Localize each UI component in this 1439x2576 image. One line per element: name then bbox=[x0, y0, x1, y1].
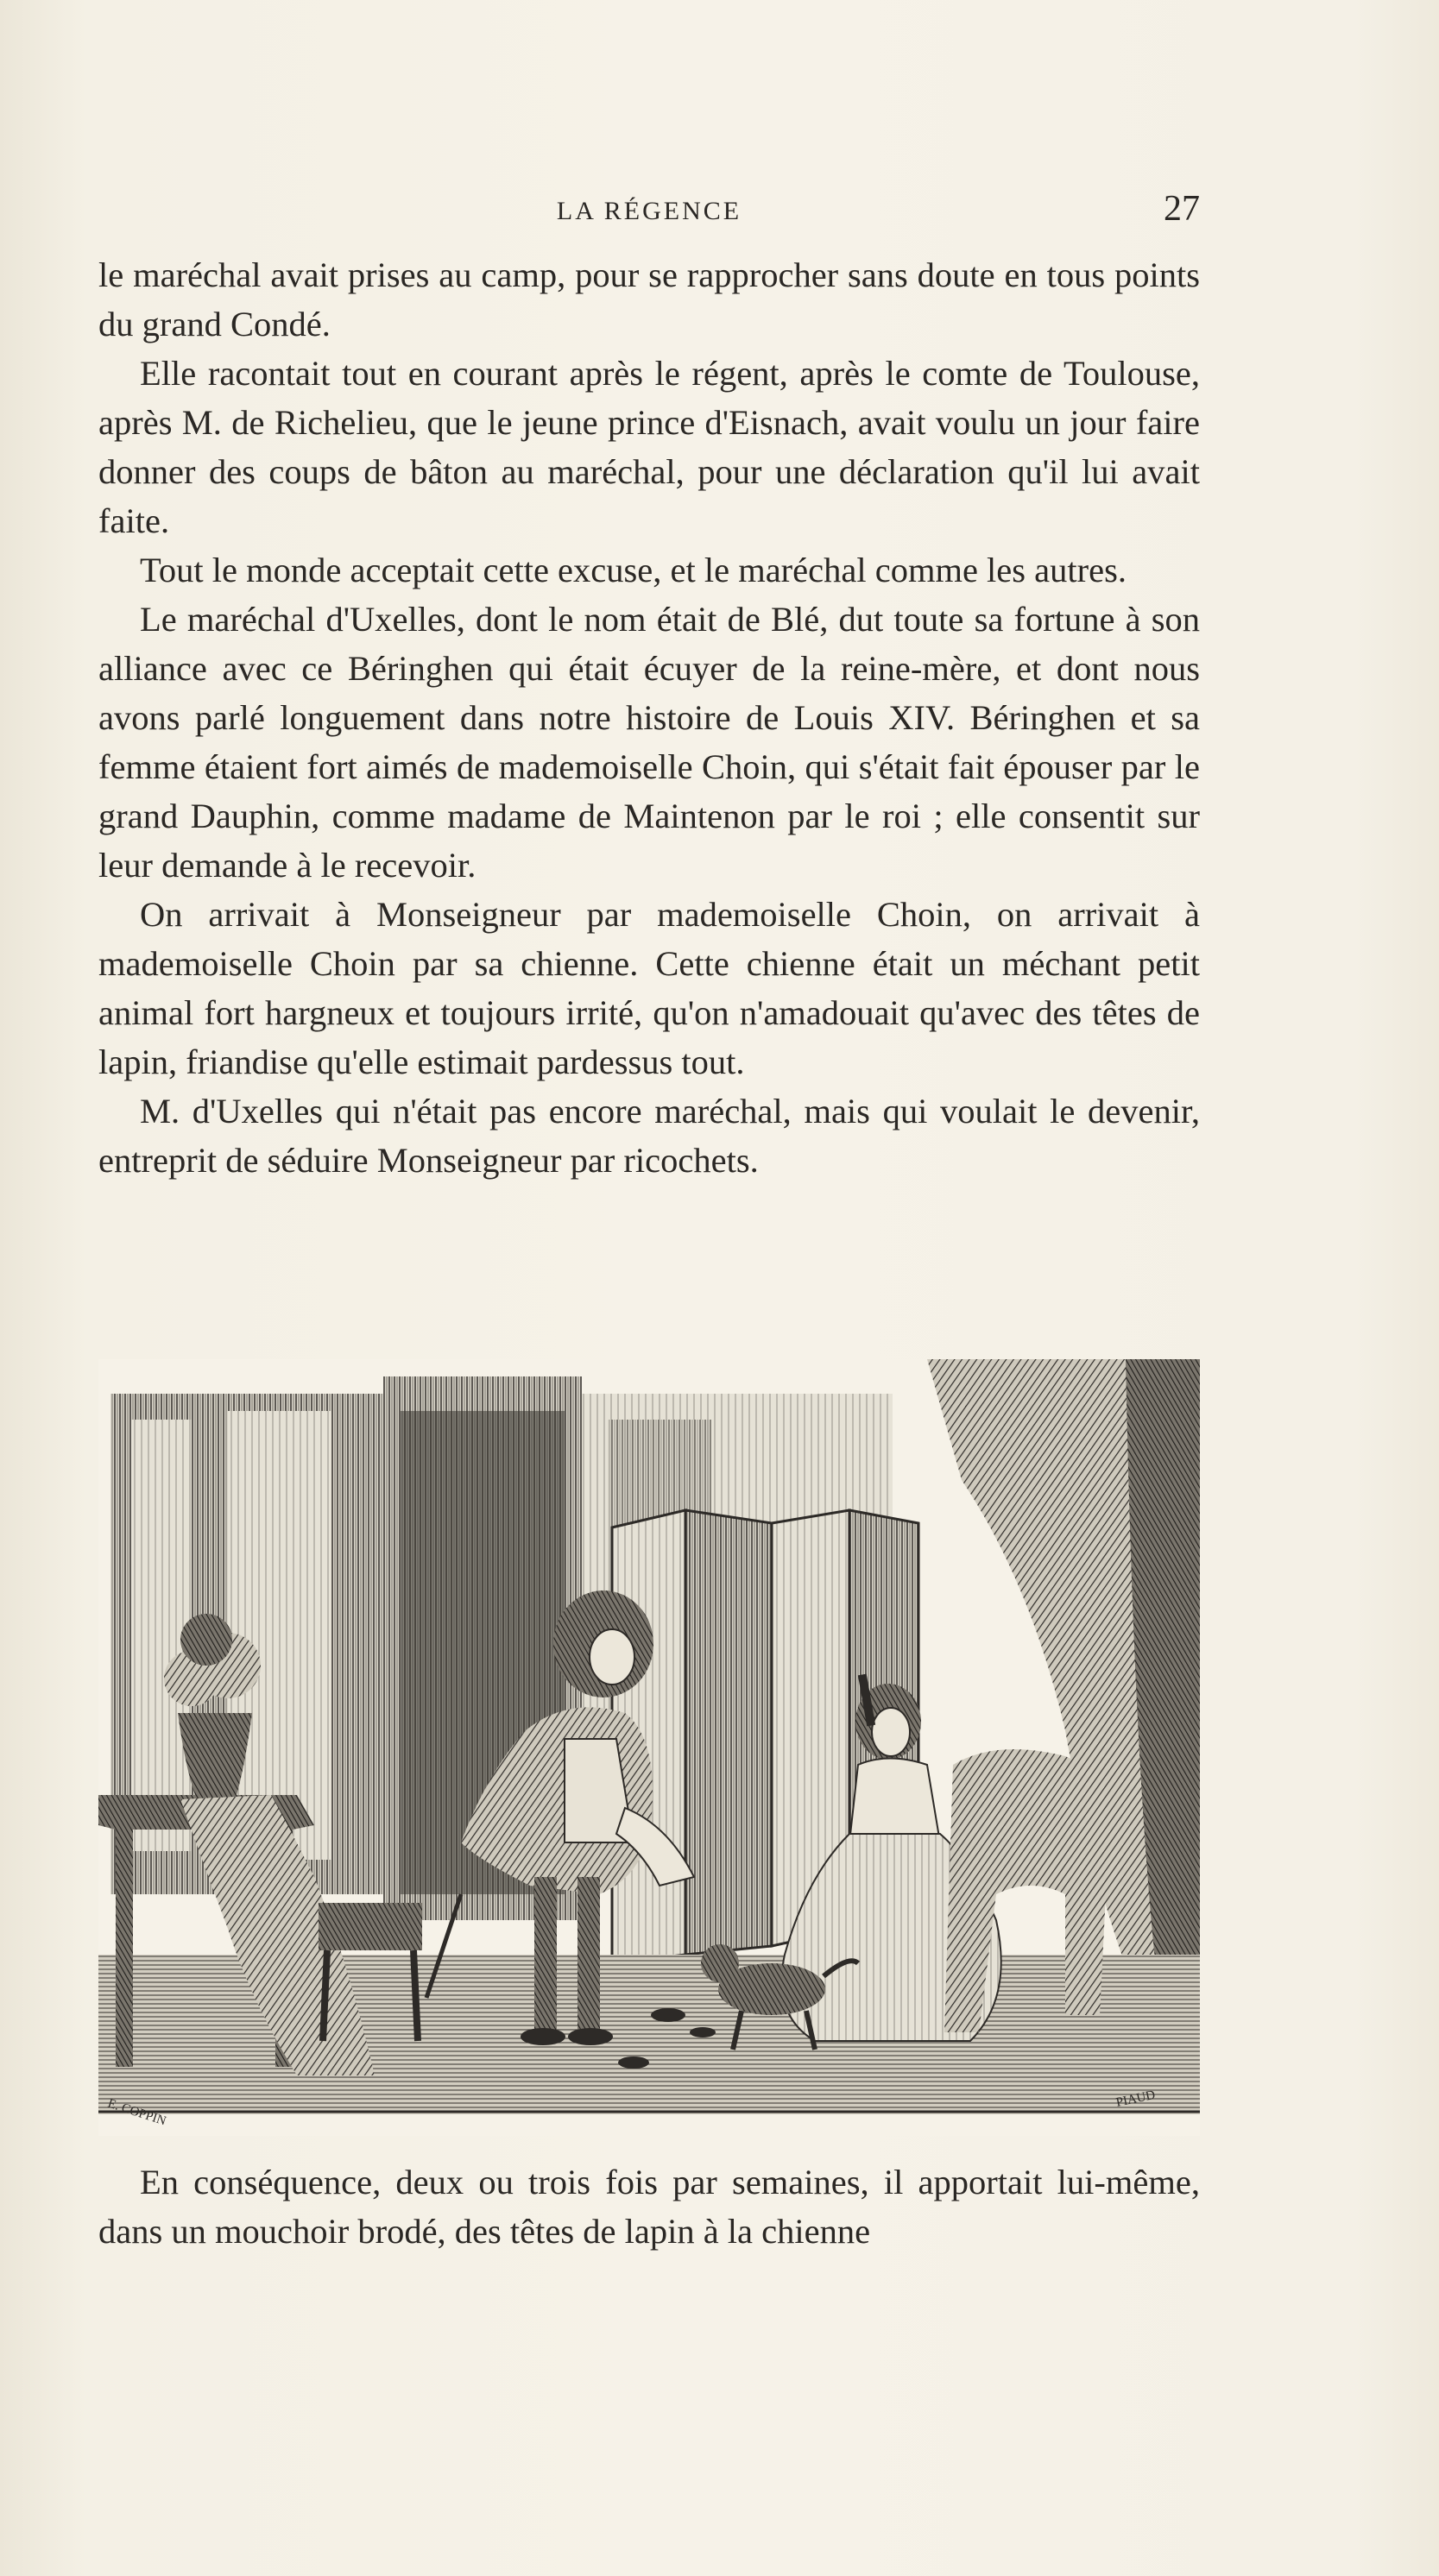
paragraph: Elle racontait tout en courant après le régent, après le comte de Toulouse, après M. de Richelieu, que le jeune prince d'Eisnach, avait voulu un jour faire donner des coups de bâton au maréchal, pour une déclaration qu'il lui avait faite. bbox=[98, 354, 1200, 540]
engraver-signature-right: PIAUD bbox=[1114, 2088, 1157, 2110]
paragraph: M. d'Uxelles qui n'était pas encore maréchal, mais qui voulait le devenir, entreprit de séduire Monseigneur par ricochets. bbox=[98, 1092, 1200, 1180]
page-number: 27 bbox=[1164, 189, 1200, 229]
body-text-top bbox=[98, 250, 1200, 1185]
paragraph: Tout le monde acceptait cette excuse, et le maréchal comme les autres. bbox=[140, 551, 1127, 589]
paragraph: le maréchal avait prises au camp, pour se rapprocher sans doute en tous points du grand Condé. bbox=[98, 255, 1200, 343]
engraving-illustration bbox=[98, 1359, 1200, 2136]
running-header bbox=[98, 188, 1200, 231]
stool bbox=[319, 1903, 422, 1950]
paragraph: En conséquence, deux ou trois fois par semaines, il apportait lui-même, dans un mouchoir brodé, des têtes de lapin à la chienne bbox=[98, 2163, 1200, 2251]
engraver-signature-left: E. COPPIN bbox=[105, 2096, 168, 2129]
body-text-bottom bbox=[98, 2157, 1200, 2256]
paragraph: Le maréchal d'Uxelles, dont le nom était de Blé, dut toute sa fortune à son alliance avec ce Béringhen qui était écuyer de la reine-mère, et dont nous avons parlé longuement dans notre histoire de Louis XIV. Béringhen et sa femme étaient fort aimés de mademoiselle Choin, qui s'était fait épouser par le grand Dauphin, comme madame de Maintenon par le roi ; elle consentit sur leur demande à le recevoir. bbox=[98, 600, 1200, 885]
running-title: LA RÉGENCE bbox=[556, 197, 742, 225]
paragraph: On arrivait à Monseigneur par mademoiselle Choin, on arrivait à mademoiselle Choin par sa chienne. Cette chienne était un méchant petit animal fort hargneux et toujours irrité, qu'on n'amadouait qu'avec des têtes de lapin, friandise qu'elle estimait pardessus tout. bbox=[98, 895, 1200, 1081]
